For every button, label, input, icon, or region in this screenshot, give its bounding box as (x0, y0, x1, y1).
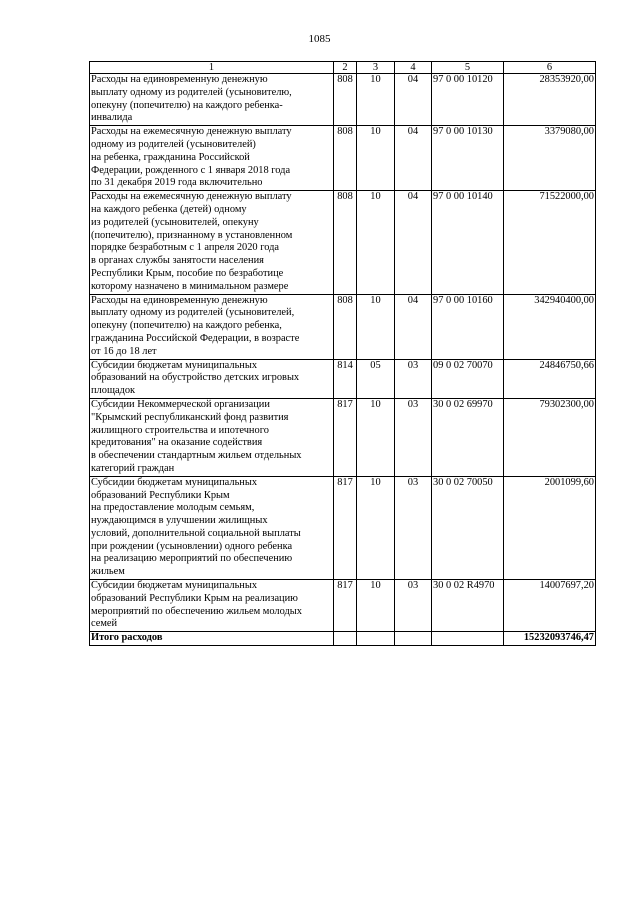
row-description (90, 398, 334, 476)
ministry-code: 808 (334, 74, 357, 126)
description-line: выплату одному из родителей (усыновителю, (91, 86, 292, 98)
description-line: "Крымский республиканский фонд развития (91, 411, 289, 423)
row-amount: 28353920,00 (504, 74, 596, 126)
table-row (90, 359, 596, 398)
row-amount: 14007697,20 (504, 580, 596, 632)
table-row (90, 191, 596, 294)
description-line: опекуну (попечителю) на каждого ребенка- (91, 99, 283, 111)
description-line: порядке безработным с 1 апреля 2020 года (91, 242, 279, 254)
column-header: 2 (334, 62, 357, 74)
ministry-code: 808 (334, 191, 357, 294)
subsection-code: 03 (395, 398, 432, 476)
subsection-code: 03 (395, 359, 432, 398)
description-line: Субсидии бюджетам муниципальных (91, 359, 258, 371)
row-amount: 342940400,00 (504, 294, 596, 359)
description-line: (попечителю), признанному в установленном (91, 229, 293, 241)
description-line: кредитования" на оказание содействия (91, 437, 263, 449)
target-article-code: 30 0 02 R4970 (432, 580, 504, 632)
description-line: условий, дополнительной социальной выплаты (91, 527, 301, 539)
section-code: 10 (357, 74, 395, 126)
row-amount: 24846750,66 (504, 359, 596, 398)
table-row (90, 294, 596, 359)
row-description (90, 476, 334, 579)
section-code: 10 (357, 476, 395, 579)
description-line: Расходы на единовременную денежную (91, 74, 268, 85)
column-header: 3 (357, 62, 395, 74)
target-article-code: 09 0 02 70070 (432, 359, 504, 398)
description-line: по 31 декабря 2019 года включительно (91, 177, 263, 189)
row-description (90, 359, 334, 398)
page-number: 1085 (308, 33, 331, 45)
description-line: гражданина Российской Федерации, в возрасте (91, 332, 300, 344)
description-line: при рождении (усыновлении) одного ребенка (91, 540, 293, 552)
subsection-code: 04 (395, 294, 432, 359)
description-line: выплату одному из родителей (усыновителей, (91, 307, 295, 319)
description-line: на ребенка, гражданина Российской (91, 151, 250, 163)
row-amount: 2001099,60 (504, 476, 596, 579)
total-row (90, 632, 596, 646)
column-header: 1 (90, 62, 334, 74)
description-line: площадок (91, 385, 136, 397)
table-header-row (90, 62, 596, 74)
table-row (90, 476, 596, 579)
description-line: на каждого ребенка (детей) одному (91, 203, 247, 215)
description-line: Республики Крым, пособие по безработице (91, 267, 284, 279)
row-description (90, 294, 334, 359)
description-line: образований Республики Крым на реализацию (91, 592, 298, 604)
description-line: от 16 до 18 лет (91, 345, 157, 357)
description-line: жильем (91, 566, 125, 578)
description-line: Расходы на ежемесячную денежную выплату (91, 126, 292, 138)
table-row (90, 398, 596, 476)
description-line: Субсидии бюджетам муниципальных (91, 580, 258, 592)
description-line: нуждающимся в улучшении жилищных (91, 515, 268, 527)
description-line: мероприятий по обеспечению жильем молодых (91, 605, 302, 617)
target-article-code: 30 0 02 70050 (432, 476, 504, 579)
ministry-code: 814 (334, 359, 357, 398)
description-line: из родителей (усыновителей, опекуну (91, 216, 259, 228)
row-amount: 71522000,00 (504, 191, 596, 294)
total-label: Итого расходов (90, 632, 334, 646)
description-line: Расходы на единовременную денежную (91, 294, 268, 306)
ministry-code: 808 (334, 294, 357, 359)
target-article-code: 97 0 00 10160 (432, 294, 504, 359)
ministry-code: 817 (334, 580, 357, 632)
description-line: образований на обустройство детских игровых (91, 372, 300, 384)
row-description (90, 126, 334, 191)
section-code: 10 (357, 294, 395, 359)
target-article-code: 97 0 00 10120 (432, 74, 504, 126)
target-article-code: 30 0 02 69970 (432, 398, 504, 476)
description-line: Субсидии бюджетам муниципальных (91, 476, 258, 488)
ministry-code: 817 (334, 476, 357, 579)
description-line: категорий граждан (91, 462, 175, 474)
description-line: Субсидии Некоммерческой организации (91, 398, 270, 410)
ministry-code: 808 (334, 126, 357, 191)
column-header: 6 (504, 62, 596, 74)
description-line: в органах службы занятости населения (91, 255, 264, 267)
description-line: опекуну (попечителю) на каждого ребенка, (91, 320, 282, 332)
column-header: 4 (395, 62, 432, 74)
subsection-code: 04 (395, 126, 432, 191)
description-line: на реализацию мероприятий по обеспечению (91, 553, 293, 565)
column-header: 5 (432, 62, 504, 74)
row-description (90, 580, 334, 632)
target-article-code: 97 0 00 10140 (432, 191, 504, 294)
row-description (90, 191, 334, 294)
total-amount: 15232093746,47 (504, 632, 596, 646)
ministry-code: 817 (334, 398, 357, 476)
subsection-code: 03 (395, 580, 432, 632)
subsection-code: 04 (395, 74, 432, 126)
description-line: инвалида (91, 112, 133, 124)
section-code: 10 (357, 191, 395, 294)
section-code: 10 (357, 398, 395, 476)
subsection-code: 03 (395, 476, 432, 579)
description-line: семей (91, 618, 118, 630)
table-row (90, 126, 596, 191)
description-line: которому назначено в минимальном размере (91, 280, 289, 292)
target-article-code: 97 0 00 10130 (432, 126, 504, 191)
section-code: 10 (357, 126, 395, 191)
budget-table (89, 61, 596, 646)
description-line: на предоставление молодым семьям, (91, 502, 255, 514)
table-row (90, 580, 596, 632)
subsection-code: 04 (395, 191, 432, 294)
row-amount: 3379080,00 (504, 126, 596, 191)
row-amount: 79302300,00 (504, 398, 596, 476)
row-description (90, 74, 334, 126)
description-line: в обеспечении стандартным жильем отдельных (91, 450, 302, 462)
description-line: образований Республики Крым (91, 489, 230, 501)
description-line: Расходы на ежемесячную денежную выплату (91, 191, 292, 203)
description-line: Федерации, рожденного с 1 января 2018 года (91, 164, 291, 176)
table-body (90, 74, 596, 632)
section-code: 10 (357, 580, 395, 632)
description-line: одному из родителей (усыновителей) (91, 138, 256, 150)
section-code: 05 (357, 359, 395, 398)
description-line: жилищного строительства и ипотечного (91, 424, 269, 436)
table-row (90, 74, 596, 126)
